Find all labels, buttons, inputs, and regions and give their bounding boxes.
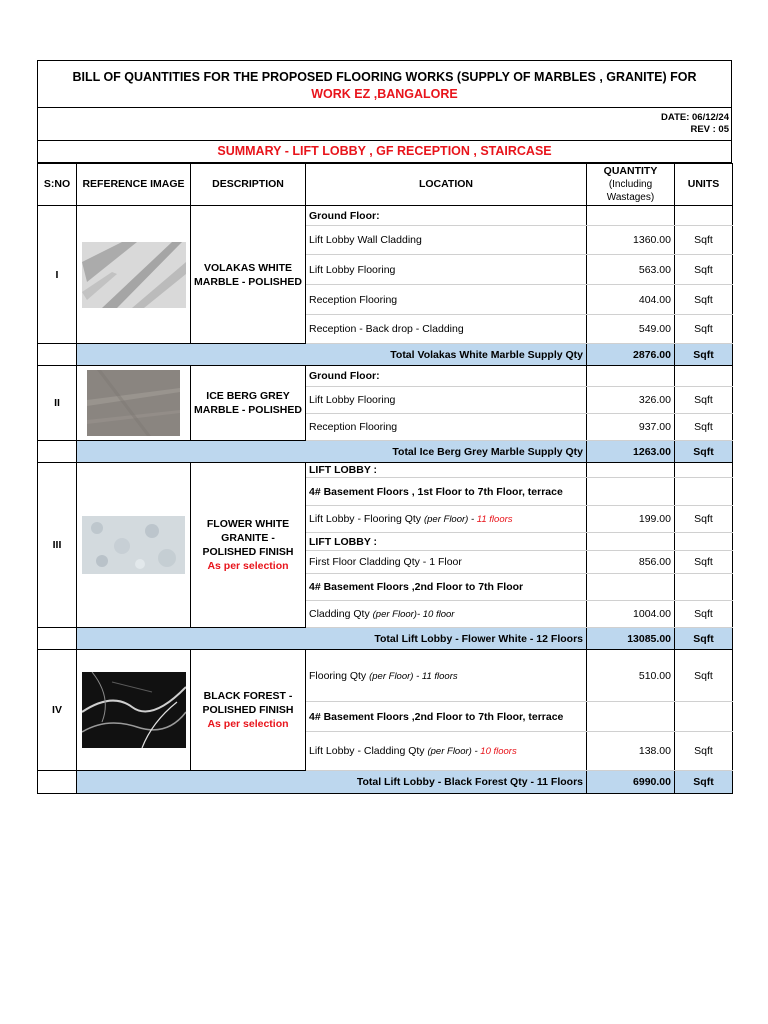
location-italic-note: (per Floor) [423,514,469,525]
quantity-cell [587,366,675,387]
description-note: As per selection [207,718,289,730]
unit-cell [675,463,733,478]
location-italic-note: (per Floor) - 11 floors [369,670,458,682]
total-quantity: 6990.00 [587,771,675,794]
table-row [38,366,733,387]
total-quantity: 1263.00 [587,441,675,463]
location-text: Lift Lobby - Flooring Qty [309,513,422,525]
location-cell: 4# Basement Floors , 1st Floor to 7th Floor, terrace [306,478,587,506]
header-location: LOCATION [306,164,587,206]
sno-cell: IV [38,650,77,771]
quantity-cell: 510.00 [587,650,675,702]
location-cell: Ground Floor: [306,206,587,226]
quantity-cell: 563.00 [587,255,675,285]
description-note: As per selection [207,560,289,572]
total-unit: Sqft [675,771,733,794]
unit-cell [675,702,733,732]
title-line-2: WORK EZ ,BANGALORE [311,87,458,101]
location-cell: Lift Lobby Flooring [306,387,587,414]
header-reference-image: REFERENCE IMAGE [77,164,191,206]
title-line-1: BILL OF QUANTITIES FOR THE PROPOSED FLOORING WORKS (SUPPLY OF MARBLES , GRANITE) FOR [72,70,697,84]
quantity-cell [587,206,675,226]
location-cell: First Floor Cladding Qty - 1 Floor [306,551,587,574]
boq-table [37,163,733,794]
boq-sheet [37,60,732,794]
quantity-cell: 549.00 [587,315,675,344]
location-text: Cladding Qty [309,608,370,620]
unit-cell [675,206,733,226]
location-cell: Reception Flooring [306,285,587,315]
ice-berg-grey-swatch [87,370,180,436]
location-cell: Lift Lobby Flooring [306,255,587,285]
unit-cell [675,574,733,601]
rev-text: REV : 05 [690,124,729,135]
description-text: FLOWER WHITE GRANITE - POLISHED FINISH [202,518,294,558]
sno-cell: III [38,463,77,628]
sno-cell: I [38,206,77,344]
reference-image-cell [77,366,191,441]
total-row [38,628,733,650]
location-red-note: 11 floors [476,514,513,525]
volakas-white-swatch [82,242,186,308]
document-title [37,60,732,108]
header-quantity [587,164,675,206]
header-description: DESCRIPTION [191,164,306,206]
table-row [38,206,733,226]
quantity-cell: 937.00 [587,414,675,441]
quantity-cell: 856.00 [587,551,675,574]
quantity-cell [587,463,675,478]
location-cell: LIFT LOBBY : [306,533,587,551]
unit-cell: Sqft [675,732,733,771]
total-unit: Sqft [675,441,733,463]
location-cell [306,506,587,533]
reference-image-cell [77,650,191,771]
location-italic-note: (per Floor)- 10 floor [372,609,455,620]
location-cell [306,732,587,771]
location-cell [306,650,587,702]
location-cell: LIFT LOBBY : [306,463,587,478]
location-separator: - [471,746,481,757]
quantity-cell: 199.00 [587,506,675,533]
reference-image-cell [77,206,191,344]
date-text: DATE: 06/12/24 [661,112,729,123]
unit-cell: Sqft [675,601,733,628]
unit-cell: Sqft [675,315,733,344]
date-rev-block [37,108,732,141]
unit-cell [675,366,733,387]
sno-cell: II [38,366,77,441]
black-forest-swatch [82,672,186,748]
description-cell [191,463,306,628]
quantity-cell: 1360.00 [587,226,675,255]
table-row [38,650,733,702]
unit-cell: Sqft [675,255,733,285]
total-unit: Sqft [675,344,733,366]
quantity-cell: 138.00 [587,732,675,771]
unit-cell: Sqft [675,551,733,574]
table-header-row [38,164,733,206]
unit-cell: Sqft [675,506,733,533]
summary-heading: SUMMARY - LIFT LOBBY , GF RECEPTION , STAIRCASE [37,141,732,163]
quantity-cell: 326.00 [587,387,675,414]
description-cell: ICE BERG GREY MARBLE - POLISHED [191,366,306,441]
unit-cell: Sqft [675,650,733,702]
location-text: Lift Lobby - Cladding Qty [309,745,425,757]
location-cell: 4# Basement Floors ,2nd Floor to 7th Floor, terrace [306,702,587,732]
reference-image-cell [77,463,191,628]
total-quantity: 2876.00 [587,344,675,366]
unit-cell [675,478,733,506]
total-row [38,441,733,463]
unit-cell: Sqft [675,414,733,441]
location-cell [306,601,587,628]
header-units: UNITS [675,164,733,206]
header-quantity-sub: (Including Wastages) [606,179,655,203]
unit-cell: Sqft [675,387,733,414]
unit-cell: Sqft [675,285,733,315]
total-row [38,771,733,794]
quantity-cell [587,533,675,551]
quantity-cell: 404.00 [587,285,675,315]
quantity-cell [587,702,675,732]
total-label: Total Lift Lobby - Flower White - 12 Floors [77,628,587,650]
description-cell: VOLAKAS WHITE MARBLE - POLISHED [191,206,306,344]
total-unit: Sqft [675,628,733,650]
flower-white-swatch [82,516,185,574]
location-cell: Ground Floor: [306,366,587,387]
location-cell: Reception - Back drop - Cladding [306,315,587,344]
table-row [38,463,733,478]
location-red-note: 10 floors [480,746,517,757]
unit-cell: Sqft [675,226,733,255]
total-label: Total Lift Lobby - Black Forest Qty - 11 Floors [77,771,587,794]
header-sno: S:NO [38,164,77,206]
description-cell [191,650,306,771]
location-italic-note: (per Floor) [427,746,472,757]
total-row [38,344,733,366]
location-cell: Lift Lobby Wall Cladding [306,226,587,255]
total-label: Total Ice Berg Grey Marble Supply Qty [77,441,587,463]
location-cell: Reception Flooring [306,414,587,441]
location-text: Flooring Qty [309,669,367,682]
quantity-cell [587,574,675,601]
total-label: Total Volakas White Marble Supply Qty [77,344,587,366]
location-cell: 4# Basement Floors ,2nd Floor to 7th Floor [306,574,587,601]
quantity-cell [587,478,675,506]
unit-cell [675,533,733,551]
location-separator: - [468,514,477,525]
total-quantity: 13085.00 [587,628,675,650]
quantity-cell: 1004.00 [587,601,675,628]
header-quantity-label: QUANTITY [603,165,658,177]
description-text: BLACK FOREST - POLISHED FINISH [202,690,294,716]
